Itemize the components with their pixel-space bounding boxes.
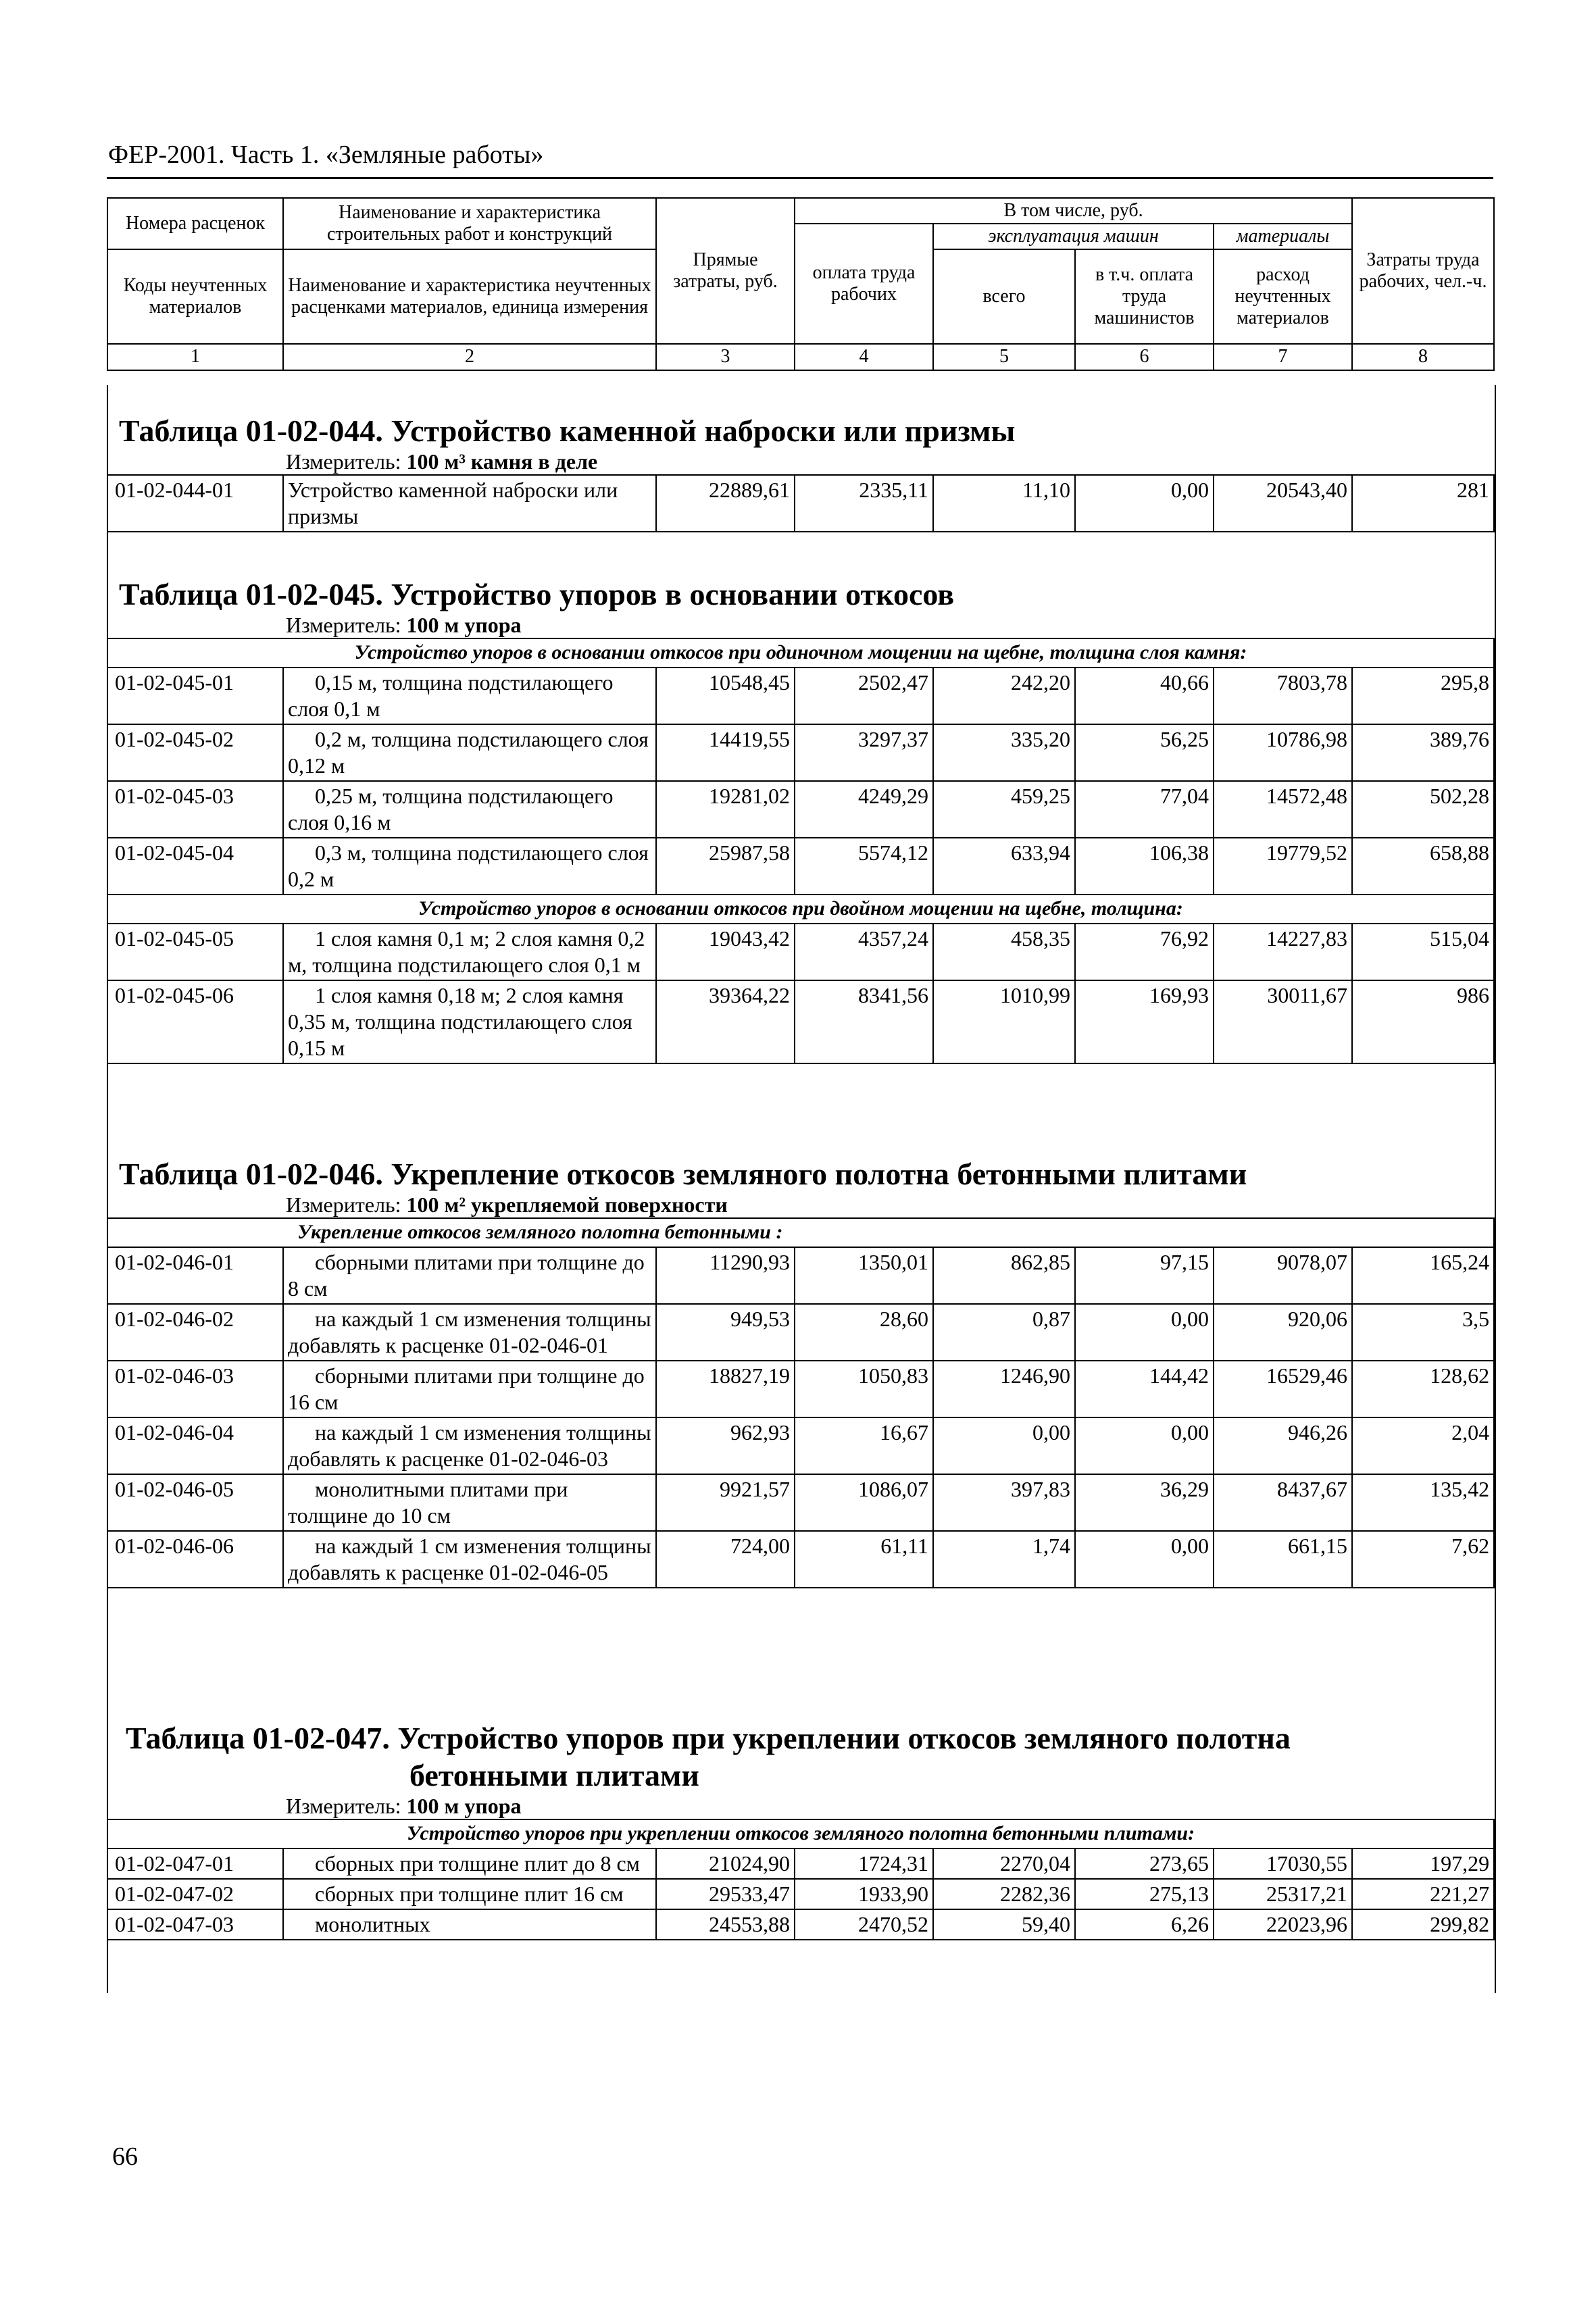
header-v-tom-chisle: В том числе, руб.: [795, 198, 1352, 224]
header-num-3: 3: [656, 344, 795, 370]
table-046-section: [107, 1155, 1493, 1588]
table-row: 01-02-046-05 монолитными плитами при толщине до 10 см 9921,57 1086,07 397,83 36,29 8437,67 135,42: [107, 1474, 1494, 1531]
table-row: 01-02-045-06 1 слоя камня 0,18 м; 2 слоя камня 0,35 м, толщина подстилающего слоя 0,15 м 39364,22 8341,56 1010,99 169,93 30011,67 986: [107, 980, 1494, 1063]
header-num-6: 6: [1075, 344, 1214, 370]
header-zatraty: Затраты труда рабочих, чел.-ч.: [1352, 198, 1494, 344]
table-046-title: Таблица 01-02-046. Укрепление откосов земляного полотна бетонными плитами: [119, 1157, 1247, 1191]
table-047: [107, 1819, 1495, 1940]
table-046-subtitle: Укрепление откосов земляного полотна бетонными :: [107, 1218, 1494, 1247]
table-row: 01-02-047-01 сборных при толщине плит до 8 см 21024,90 1724,31 2270,04 273,65 17030,55 197,29: [107, 1848, 1494, 1879]
header-vtch: в т.ч. оплата труда машинистов: [1075, 249, 1214, 344]
table-row: 01-02-047-02 сборных при толщине плит 16 см 29533,47 1933,90 2282,36 275,13 25317,21 221,27: [107, 1879, 1494, 1909]
table-044-meter: Измеритель: 100 м³ камня в деле: [286, 449, 598, 474]
table-045-subtitle-2: Устройство упоров в основании откосов при двойном мощении на щебне, толщина:: [107, 895, 1494, 924]
table-row: 01-02-046-03 сборными плитами при толщине до 16 см 18827,19 1050,83 1246,90 144,42 16529,46 128,62: [107, 1361, 1494, 1417]
header-pryamye: Прямые затраты, руб.: [656, 198, 795, 344]
header-materialy: материалы: [1214, 224, 1352, 249]
table-045-subtitle-1: Устройство упоров в основании откосов при одиночном мощении на щебне, толщина слоя камня:: [107, 638, 1494, 668]
table-row: 01-02-046-02 на каждый 1 см изменения толщины добавлять к расценке 01-02-046-01 949,53 28,60 0,87 0,00 920,06 3,5: [107, 1304, 1494, 1361]
table-047-section: [107, 1719, 1493, 1940]
table-row: 01-02-044-01 Устройство каменной наброски или призмы 22889,61 2335,11 11,10 0,00 20543,40 281: [107, 475, 1494, 532]
page-number: 66: [112, 2142, 138, 2171]
header-vsego: всего: [933, 249, 1075, 344]
header-num-1: 1: [107, 344, 283, 370]
header-num-5: 5: [933, 344, 1075, 370]
table-row: 01-02-045-04 0,3 м, толщина подстилающего слоя 0,2 м 25987,58 5574,12 633,94 106,38 19779,52 658,88: [107, 838, 1494, 895]
header-ekspluatatsiya: эксплуатация машин: [933, 224, 1214, 249]
header-kody: Коды неучтенных материалов: [107, 249, 283, 344]
table-045: [107, 638, 1495, 1064]
table-047-title-line2: бетонными плитами: [409, 1758, 699, 1793]
table-044-title: Таблица 01-02-044. Устройство каменной наброски или призмы: [119, 413, 1016, 448]
table-047-subtitle: Устройство упоров при укреплении откосов земляного полотна бетонными плитами:: [107, 1819, 1494, 1848]
table-row: 01-02-046-06 на каждый 1 см изменения толщины добавлять к расценке 01-02-046-05 724,00 61,11 1,74 0,00 661,15 7,62: [107, 1531, 1494, 1588]
header-num-7: 7: [1214, 344, 1352, 370]
table-045-section: [107, 576, 1493, 1064]
header-rashod: расход неучтенных материалов: [1214, 249, 1352, 344]
table-047-meter: Измеритель: 100 м упора: [286, 1794, 522, 1819]
table-row: 01-02-046-04 на каждый 1 см изменения толщины добавлять к расценке 01-02-046-03 962,93 16,67 0,00 0,00 946,26 2,04: [107, 1417, 1494, 1474]
header-num-2: 2: [283, 344, 656, 370]
table-045-title: Таблица 01-02-045. Устройство упоров в основании откосов: [119, 577, 955, 611]
table-row: 01-02-045-01 0,15 м, толщина подстилающего слоя 0,1 м 10548,45 2502,47 242,20 40,66 7803,78 295,8: [107, 668, 1494, 724]
header-oplata: оплата труда рабочих: [795, 224, 933, 344]
header-naimenovanie: Наименование и характеристика строительных работ и конструкций: [283, 198, 656, 249]
table-046: [107, 1217, 1495, 1588]
table-047-title: [107, 1719, 1493, 1794]
table-045-meter: Измеритель: 100 м упора: [286, 613, 522, 638]
table-044: [107, 474, 1495, 532]
header-num-4: 4: [795, 344, 933, 370]
header-naimenovanie2: Наименование и характеристика неучтенных расценками материалов, единица измерения: [283, 249, 656, 344]
table-row: 01-02-045-02 0,2 м, толщина подстилающего слоя 0,12 м 14419,55 3297,37 335,20 56,25 10786,98 389,76: [107, 724, 1494, 781]
column-header-table: [107, 197, 1495, 371]
table-row: 01-02-045-03 0,25 м, толщина подстилающего слоя 0,16 м 19281,02 4249,29 459,25 77,04 14572,48 502,28: [107, 781, 1494, 838]
table-row: 01-02-045-05 1 слоя камня 0,1 м; 2 слоя камня 0,2 м, толщина подстилающего слоя 0,1 м 19043,42 4357,24 458,35 76,92 14227,83 515,04: [107, 924, 1494, 980]
header-num-8: 8: [1352, 344, 1494, 370]
header-nomera: Номера расценок: [107, 198, 283, 249]
table-row: 01-02-046-01 сборными плитами при толщине до 8 см 11290,93 1350,01 862,85 97,15 9078,07 165,24: [107, 1247, 1494, 1304]
running-header: ФЕР-2001. Часть 1. «Земляные работы»: [108, 141, 544, 169]
table-046-meter: Измеритель: 100 м² укрепляемой поверхности: [286, 1192, 728, 1217]
table-044-section: [107, 412, 1493, 532]
table-row: 01-02-047-03 монолитных 24553,88 2470,52 59,40 6,26 22023,96 299,82: [107, 1909, 1494, 1940]
header-rule: [107, 177, 1493, 179]
table-047-title-line1: Таблица 01-02-047. Устройство упоров при укреплении откосов земляного полотна: [126, 1721, 1291, 1755]
